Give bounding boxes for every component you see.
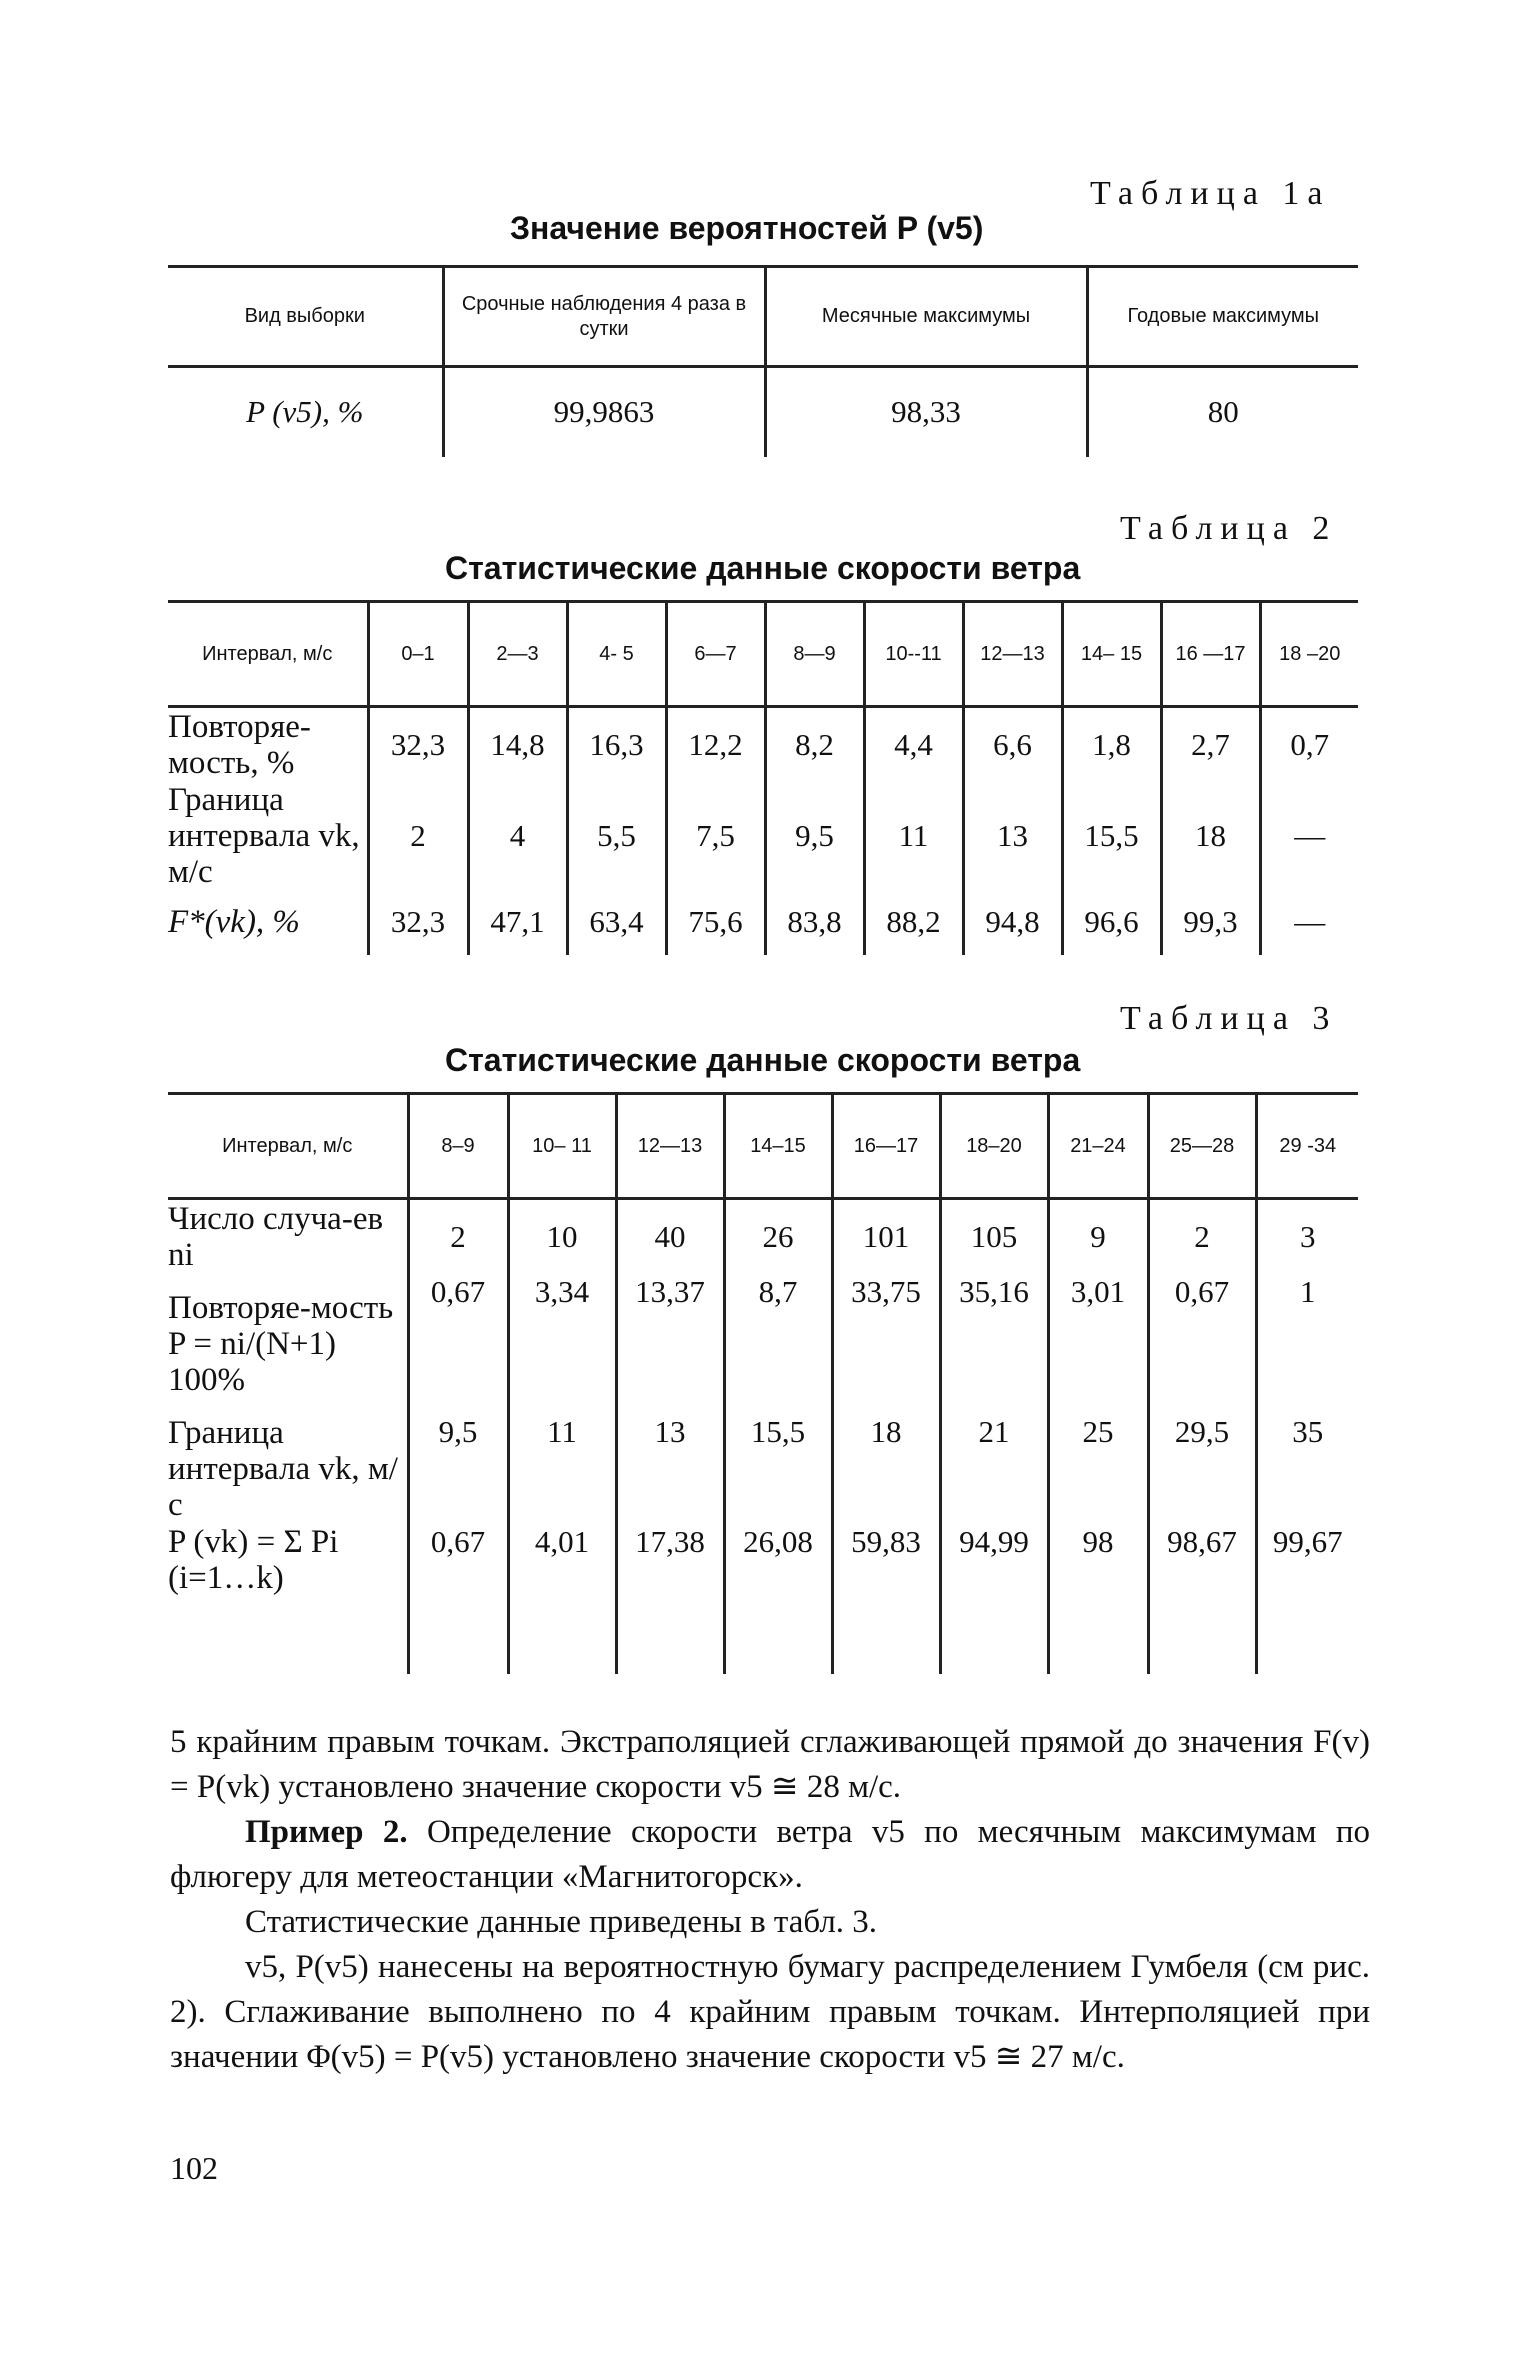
interval-cell: 14– 15 bbox=[1062, 602, 1161, 707]
table-2-title: Статистические данные скорости ветра bbox=[445, 550, 1081, 586]
paragraph: Статистические данные приведены в табл. 3. bbox=[245, 1904, 878, 1940]
table-cell: 98,33 bbox=[765, 367, 1087, 457]
table-cell: 4,01 bbox=[508, 1524, 616, 1674]
row-label: Повторяе-мость, % bbox=[168, 708, 311, 781]
table-cell: 13,37 bbox=[616, 1274, 724, 1414]
table-cell: 99,3 bbox=[1161, 890, 1260, 955]
table-cell: 105 bbox=[940, 1199, 1048, 1274]
row-label: F*(vk), % bbox=[168, 904, 300, 940]
table-cell: 0,7 bbox=[1260, 707, 1358, 782]
interval-cell: 16 —17 bbox=[1161, 602, 1260, 707]
table-3 bbox=[168, 1092, 1358, 1674]
table-cell: 2 bbox=[408, 1199, 508, 1274]
table-cell: 80 bbox=[1087, 367, 1358, 457]
table-cell: 3,34 bbox=[508, 1274, 616, 1414]
table-1a bbox=[168, 265, 1358, 457]
table-cell: 0,67 bbox=[1148, 1274, 1256, 1414]
paragraph: v5, P(v5) нанесены на вероятностную бумагу распределением Гумбеля (см рис. 2). Сглаживание выполнено по 4 крайним правым точкам. Интерполяцией при значении Φ(v5) = P(v5) установлено значение скорости v5 ≅ 27 м/с. bbox=[170, 1949, 1370, 2075]
table-cell: 6,6 bbox=[963, 707, 1062, 782]
interval-cell: 25—28 bbox=[1148, 1094, 1256, 1199]
table-cell: 10 bbox=[508, 1199, 616, 1274]
interval-cell: 8–9 bbox=[408, 1094, 508, 1199]
table-cell: 8,7 bbox=[724, 1274, 832, 1414]
table-cell: 59,83 bbox=[832, 1524, 940, 1674]
table-cell: 15,5 bbox=[1062, 782, 1161, 890]
interval-cell: 12—13 bbox=[616, 1094, 724, 1199]
interval-cell: 14–15 bbox=[724, 1094, 832, 1199]
table-cell: 18 bbox=[1161, 782, 1260, 890]
table-cell: 0,67 bbox=[408, 1524, 508, 1674]
paragraph-text: Определение скорости ветра v5 по месячным максимумам по флюгеру для метеостанции «Магнитогорск». bbox=[170, 1814, 1370, 1895]
table-cell: 16,3 bbox=[567, 707, 666, 782]
interval-cell: 6—7 bbox=[666, 602, 765, 707]
table-cell: 83,8 bbox=[765, 890, 864, 955]
table-cell: 96,6 bbox=[1062, 890, 1161, 955]
table-cell: 4,4 bbox=[864, 707, 963, 782]
interval-cell: 21–24 bbox=[1048, 1094, 1148, 1199]
table-cell: 17,38 bbox=[616, 1524, 724, 1674]
table-cell: 9 bbox=[1048, 1199, 1148, 1274]
row-label: Граница интервала vk, м/с bbox=[168, 781, 360, 890]
table-cell: 9,5 bbox=[765, 782, 864, 890]
interval-cell: 18–20 bbox=[940, 1094, 1048, 1199]
table-1a-label: Таблица 1а bbox=[1090, 175, 1331, 212]
table-cell: 14,8 bbox=[468, 707, 567, 782]
table-cell: 94,8 bbox=[963, 890, 1062, 955]
body-text bbox=[170, 1720, 1370, 2080]
table-cell: 21 bbox=[940, 1414, 1048, 1524]
table-cell: 2,7 bbox=[1161, 707, 1260, 782]
header-cell: Годовые максимумы bbox=[1087, 267, 1358, 367]
interval-cell: 10--11 bbox=[864, 602, 963, 707]
header-label: Интервал, м/с bbox=[168, 1094, 408, 1199]
header-cell: Срочные наблюдения 4 раза в сутки bbox=[443, 267, 765, 367]
table-cell: 18 bbox=[832, 1414, 940, 1524]
header-label: Интервал, м/с bbox=[168, 602, 368, 707]
table-cell: 0,67 bbox=[408, 1274, 508, 1414]
interval-cell: 10– 11 bbox=[508, 1094, 616, 1199]
table-cell: 25 bbox=[1048, 1414, 1148, 1524]
table-cell: 47,1 bbox=[468, 890, 567, 955]
table-cell: 1,8 bbox=[1062, 707, 1161, 782]
table-cell: 1 bbox=[1256, 1274, 1358, 1414]
table-cell: 2 bbox=[368, 782, 468, 890]
table-cell: — bbox=[1260, 782, 1358, 890]
table-cell: 26,08 bbox=[724, 1524, 832, 1674]
table-3-label: Таблица 3 bbox=[1120, 1000, 1338, 1037]
paragraph bbox=[170, 1810, 1370, 1900]
row-label: Число случа-ев ni bbox=[168, 1200, 384, 1273]
table-cell: 88,2 bbox=[864, 890, 963, 955]
table-cell: 9,5 bbox=[408, 1414, 508, 1524]
header-cell: Месячные максимумы bbox=[765, 267, 1087, 367]
interval-cell: 4- 5 bbox=[567, 602, 666, 707]
table-2-label: Таблица 2 bbox=[1120, 510, 1338, 547]
row-label: Повторяе-мость P = ni/(N+1) 100% bbox=[168, 1289, 394, 1398]
table-cell: 35,16 bbox=[940, 1274, 1048, 1414]
table-cell: 101 bbox=[832, 1199, 940, 1274]
row-label: Граница интервала vk, м/с bbox=[168, 1414, 398, 1523]
table-cell: 15,5 bbox=[724, 1414, 832, 1524]
table-cell: 2 bbox=[1148, 1199, 1256, 1274]
interval-cell: 29 -34 bbox=[1256, 1094, 1358, 1199]
table-cell: 13 bbox=[616, 1414, 724, 1524]
table-cell: 11 bbox=[864, 782, 963, 890]
row-label: P (vk) = Σ Pi (i=1…k) bbox=[168, 1523, 339, 1596]
paragraph: 5 крайним правым точкам. Экстраполяцией сглаживающей прямой до значения F(v) = P(vk) установлено значение скорости v5 ≅ 28 м/с. bbox=[170, 1724, 1370, 1805]
table-cell: 40 bbox=[616, 1199, 724, 1274]
table-cell: 13 bbox=[963, 782, 1062, 890]
table-cell: 11 bbox=[508, 1414, 616, 1524]
table-cell: — bbox=[1260, 890, 1358, 955]
table-cell: 98 bbox=[1048, 1524, 1148, 1674]
example-heading: Пример 2. bbox=[245, 1814, 408, 1850]
table-3-title: Статистические данные скорости ветра bbox=[445, 1042, 1081, 1078]
table-cell: 29,5 bbox=[1148, 1414, 1256, 1524]
table-cell: 12,2 bbox=[666, 707, 765, 782]
table-cell: 8,2 bbox=[765, 707, 864, 782]
table-cell: 7,5 bbox=[666, 782, 765, 890]
table-cell: 75,6 bbox=[666, 890, 765, 955]
table-cell: 32,3 bbox=[368, 890, 468, 955]
header-cell: Вид выборки bbox=[168, 267, 443, 367]
table-cell: 99,9863 bbox=[443, 367, 765, 457]
table-cell: 99,67 bbox=[1256, 1524, 1358, 1674]
table-cell: 26 bbox=[724, 1199, 832, 1274]
table-1a-title: Значение вероятностей P (v5) bbox=[510, 210, 984, 246]
interval-cell: 12—13 bbox=[963, 602, 1062, 707]
interval-cell: 8—9 bbox=[765, 602, 864, 707]
interval-cell: 18 –20 bbox=[1260, 602, 1358, 707]
table-cell: 3 bbox=[1256, 1199, 1358, 1274]
table-cell: 94,99 bbox=[940, 1524, 1048, 1674]
interval-cell: 16—17 bbox=[832, 1094, 940, 1199]
table-cell: 3,01 bbox=[1048, 1274, 1148, 1414]
row-label: P (v5), % bbox=[246, 394, 364, 430]
interval-cell: 0–1 bbox=[368, 602, 468, 707]
interval-cell: 2—3 bbox=[468, 602, 567, 707]
table-cell: 5,5 bbox=[567, 782, 666, 890]
table-2 bbox=[168, 600, 1358, 955]
table-cell: 4 bbox=[468, 782, 567, 890]
table-cell: 33,75 bbox=[832, 1274, 940, 1414]
table-cell: 35 bbox=[1256, 1414, 1358, 1524]
table-cell: 98,67 bbox=[1148, 1524, 1256, 1674]
table-cell: 32,3 bbox=[368, 707, 468, 782]
table-cell: 63,4 bbox=[567, 890, 666, 955]
page-number: 102 bbox=[170, 2150, 218, 2186]
